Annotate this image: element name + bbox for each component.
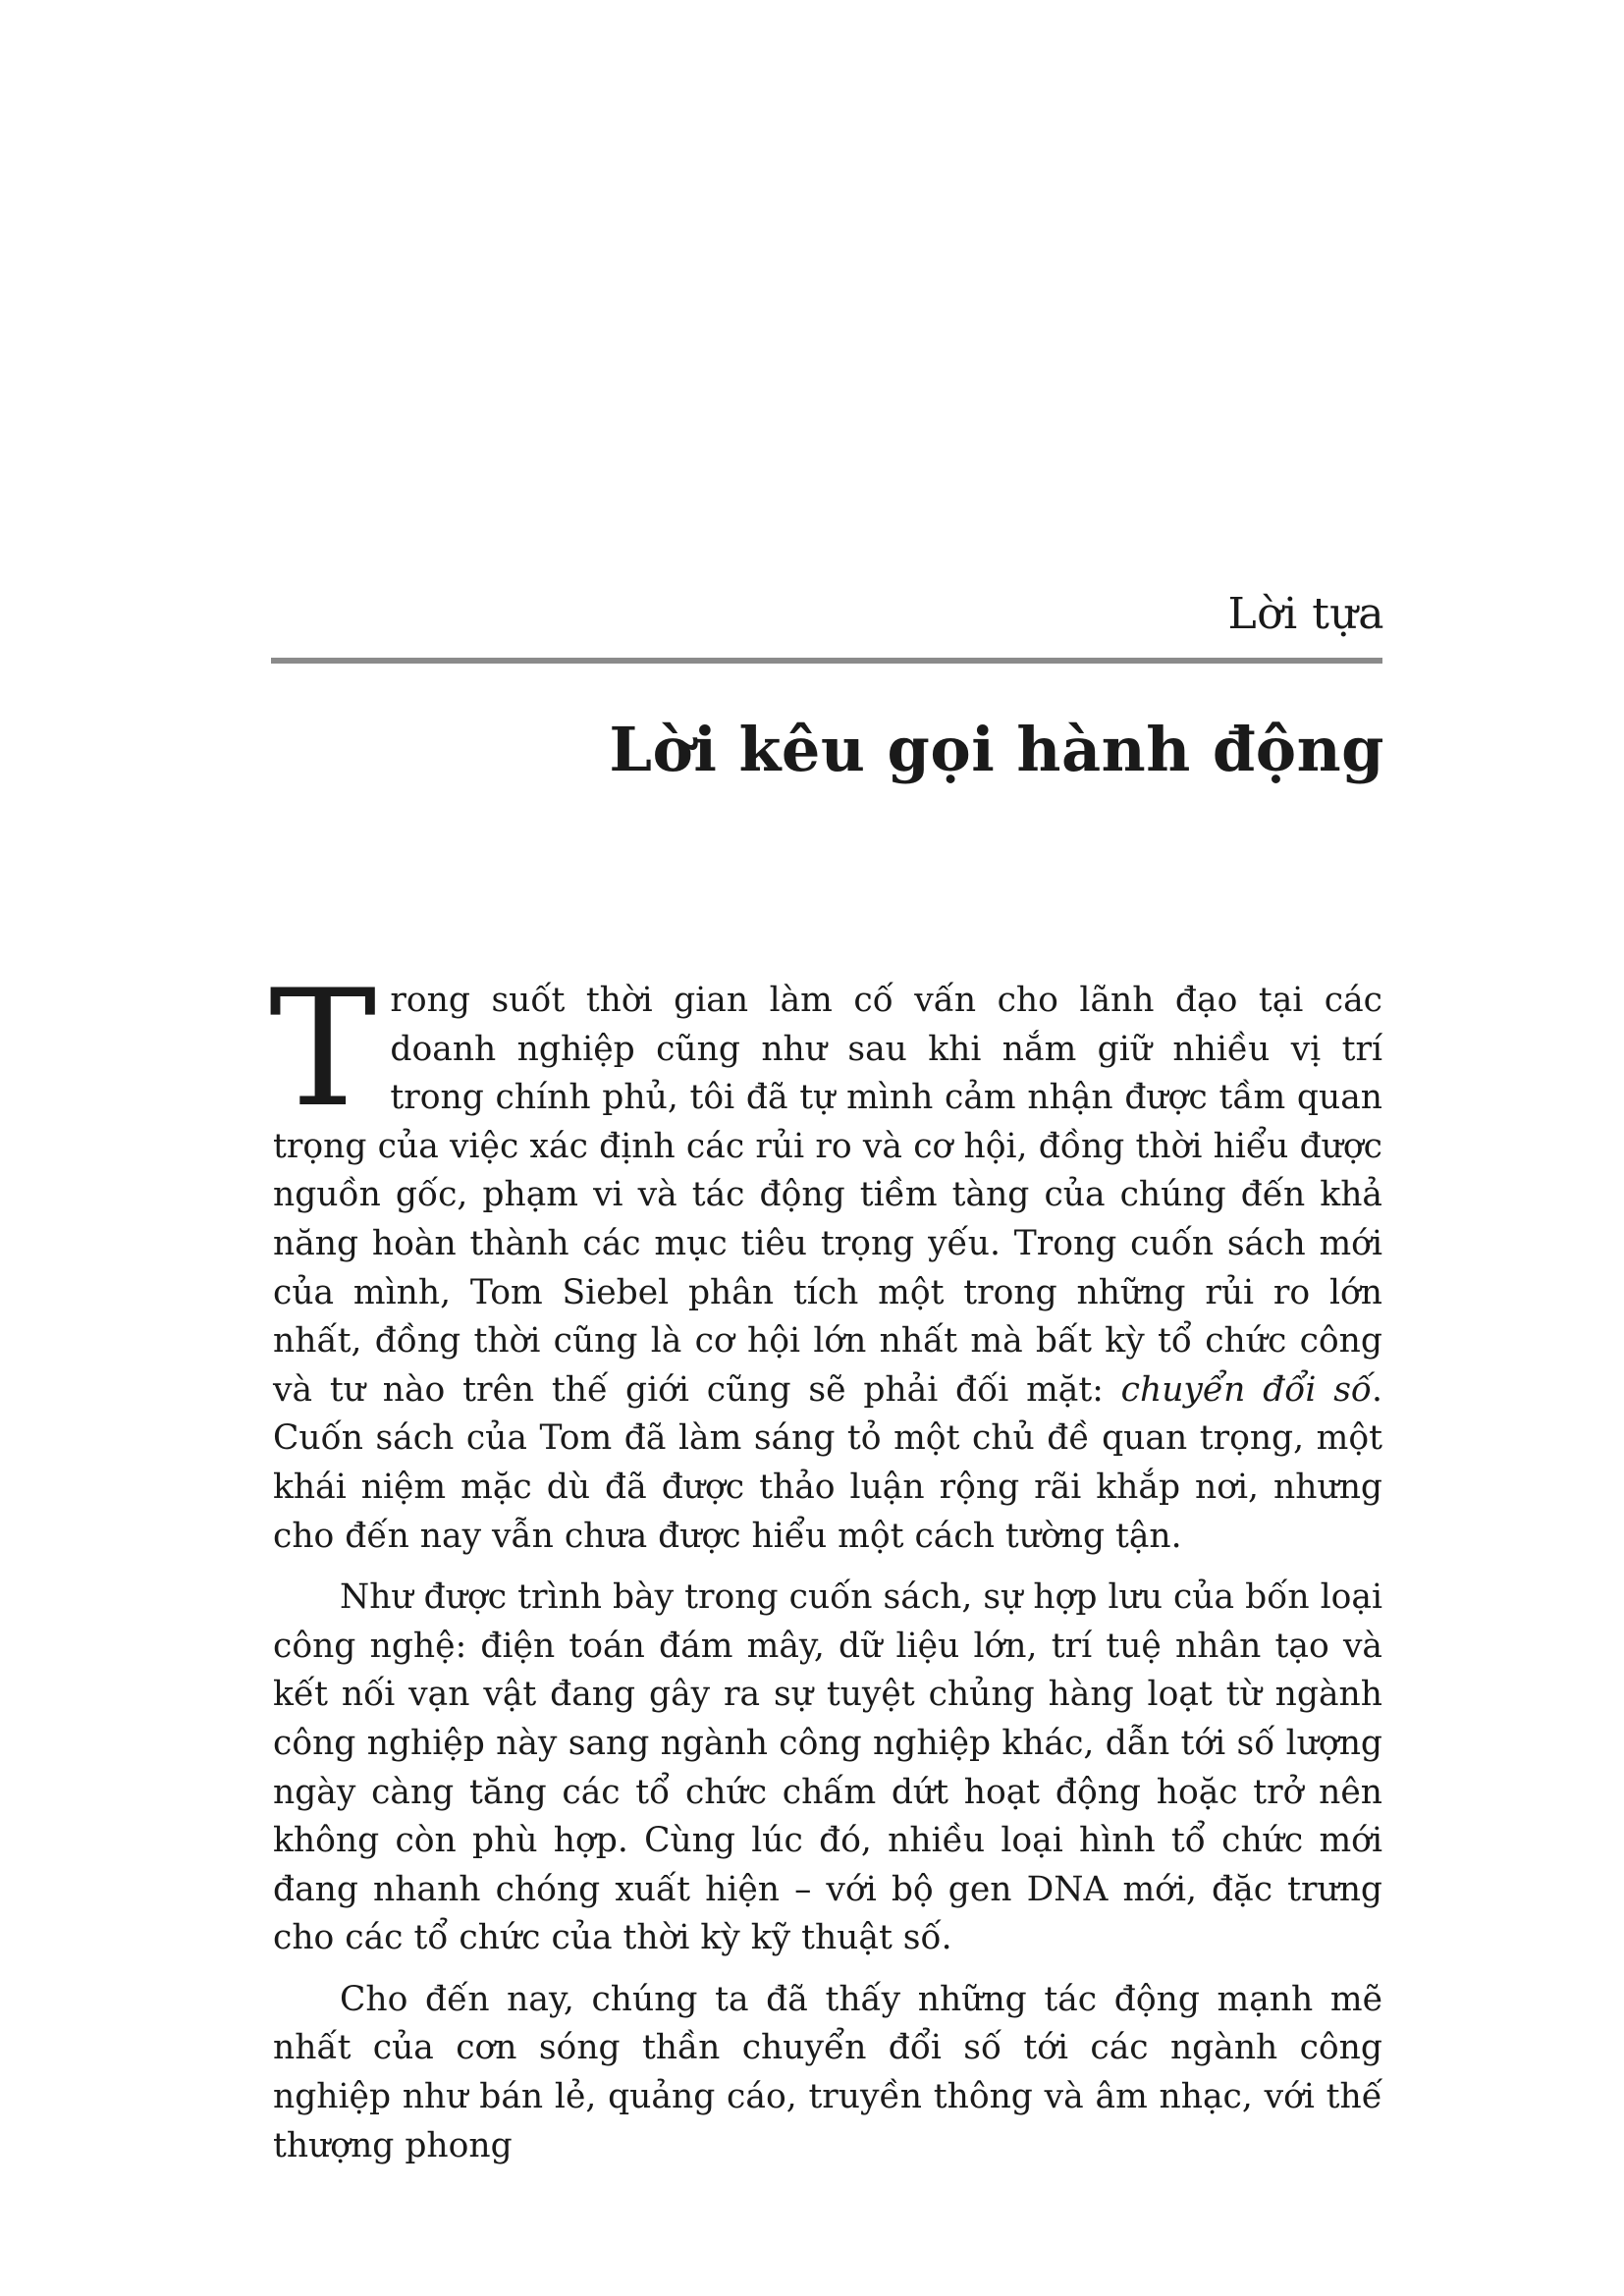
paragraph-1	[269, 955, 1382, 1561]
paragraph-3: Cho đến nay, chúng ta đã thấy những tác động mạnh mẽ nhất của cơn sóng thần chuyển đổi số tới các ngành công nghiệp như bán lẻ, quảng cáo, truyền thông và âm nhạc, với thế thượng phong	[273, 1979, 1382, 2165]
paragraph-2: Như được trình bày trong cuốn sách, sự hợp lưu của bốn loại công nghệ: điện toán đám mây, dữ liệu lớn, trí tuệ nhân tạo và kết nối vạn vật đang gây ra sự tuyệt chủng hàng loạt từ ngành công nghiệp này sang ngành công nghiệp khác, dẫn tới số lượng ngày càng tăng các tổ chức chấm dứt hoạt động hoặc trở nên không còn phù hợp. Cùng lúc đó, nhiều loại hình tổ chức mới đang nhanh chóng xuất hiện – với bộ gen DNA mới, đặc trưng cho các tổ chức của thời kỳ kỹ thuật số.	[273, 1577, 1382, 1958]
paragraph-1-text-b: . Cuốn sách của Tom đã làm sáng tỏ một chủ đề quan trọng, một khái niệm mặc dù đã được thảo luận rộng rãi khắp nơi, nhưng cho đến nay vẫn chưa được hiểu một cách tường tận.	[273, 1369, 1382, 1556]
section-label: Lời tựa	[1227, 589, 1384, 639]
chapter-title: Lời kêu gọi hành động	[609, 714, 1384, 785]
drop-cap: T	[269, 955, 377, 1143]
paragraph-1-italic: chuyển đổi số	[1120, 1369, 1373, 1410]
body-text	[269, 955, 1382, 2183]
paragraph-1-text-a: rong suốt thời gian làm cố vấn cho lãnh đạo tại các doanh nghiệp cũng như sau khi nắm giữ nhiều vị trí trong chính phủ, tôi đã tự mình cảm nhận được tầm quan trọng của việc xác định các rủi ro và cơ hội, đồng thời hiểu được nguồn gốc, phạm vi và tác động tiềm tàng của chúng đến khả năng hoàn thành các mục tiêu trọng yếu. Trong cuốn sách mới của mình, Tom Siebel phân tích một trong những rủi ro lớn nhất, đồng thời cũng là cơ hội lớn nhất mà bất kỳ tổ chức công và tư nào trên thế giới cũng sẽ phải đối mặt:	[273, 981, 1382, 1410]
header-divider	[271, 658, 1382, 664]
